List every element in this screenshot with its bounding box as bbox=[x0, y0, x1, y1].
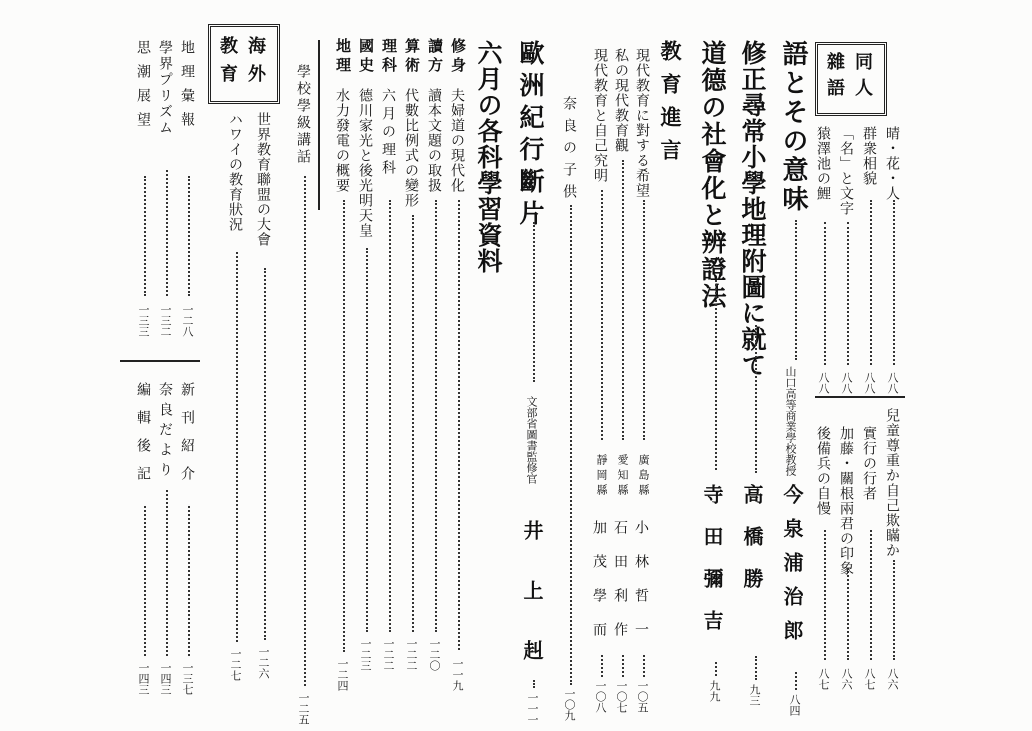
doujin-item-title[interactable]: 加藤・關根兩君の印象 bbox=[838, 426, 854, 576]
page-number: 一二六 bbox=[257, 646, 270, 679]
author-name: 寺田彌吉 bbox=[700, 484, 724, 652]
leader-dots bbox=[893, 200, 895, 365]
leader-dots bbox=[188, 176, 190, 296]
divider bbox=[120, 360, 200, 362]
kyouiku-item-title[interactable]: 私の現代教育觀 bbox=[613, 48, 629, 153]
article-title[interactable]: 語とその意味 bbox=[778, 40, 808, 214]
leader-dots bbox=[622, 160, 624, 440]
subject-item-title[interactable]: 夫婦道の現代化 bbox=[449, 88, 465, 193]
leader-dots bbox=[570, 205, 572, 685]
subject-label: 修身 bbox=[449, 38, 467, 76]
author-affiliation: 廣島縣 bbox=[637, 454, 650, 499]
author-affiliation: 愛知縣 bbox=[616, 454, 629, 499]
leader-dots bbox=[755, 656, 757, 680]
article-title[interactable]: 歐洲紀行斷片 bbox=[516, 40, 545, 232]
subject-label: 地理 bbox=[334, 38, 352, 76]
page-number: 一一一 bbox=[526, 692, 539, 725]
page-number: 一二二 bbox=[405, 638, 418, 671]
leader-dots bbox=[824, 222, 826, 365]
page-number: 一二二 bbox=[382, 638, 395, 671]
page-number: 一二四 bbox=[336, 658, 349, 691]
page-number: 八八 bbox=[863, 372, 876, 394]
kaigai-item-title[interactable]: 世界教育聯盟の大會 bbox=[255, 112, 271, 247]
page-number: 八七 bbox=[863, 668, 876, 690]
author-affiliation: 文部省圖書監修官 bbox=[525, 396, 538, 484]
misc-item-title[interactable]: 奈良だより bbox=[157, 382, 173, 482]
subject-label: 理科 bbox=[380, 38, 398, 76]
leader-dots bbox=[601, 655, 603, 677]
subject-label: 國史 bbox=[357, 38, 375, 76]
subject-item-title[interactable]: 代數比例式の變形 bbox=[403, 88, 419, 208]
doujin-item-title[interactable]: 後備兵の自慢 bbox=[815, 426, 831, 516]
doujin-item-title[interactable]: 猿澤池の鯉 bbox=[815, 126, 831, 201]
leader-dots bbox=[643, 655, 645, 677]
kyouiku-item-title[interactable]: 奈良の子供 bbox=[561, 96, 577, 206]
subject-item-title[interactable]: 讀本文題の取扱 bbox=[426, 88, 442, 193]
author-name: 石田利作 bbox=[612, 520, 628, 656]
leader-dots bbox=[166, 170, 168, 296]
page-number: 一二〇 bbox=[428, 638, 441, 671]
page-number: 八八 bbox=[817, 372, 830, 394]
page-number: 九九 bbox=[708, 680, 721, 702]
leader-dots bbox=[847, 222, 849, 365]
leader-dots bbox=[622, 655, 624, 677]
subject-label: 讀方 bbox=[426, 38, 444, 76]
page-number: 八八 bbox=[886, 372, 899, 394]
leader-dots bbox=[893, 560, 895, 660]
page-number: 一四三 bbox=[159, 662, 172, 695]
misc-item-title[interactable]: 新刊紹介 bbox=[179, 382, 195, 494]
leader-dots bbox=[870, 200, 872, 365]
author-affiliation: 靜岡縣 bbox=[595, 454, 608, 499]
page-number: 八六 bbox=[840, 668, 853, 690]
leader-dots bbox=[389, 200, 391, 632]
leader-dots bbox=[824, 530, 826, 660]
page-number: 一〇七 bbox=[615, 680, 628, 713]
kaigai-label-1: 海外 bbox=[245, 36, 266, 92]
article-title[interactable]: 修正尋常小學地理附圖に就て bbox=[738, 40, 767, 378]
divider bbox=[815, 396, 905, 398]
section-heading: 六月の各科學習資料 bbox=[474, 40, 503, 274]
author-name: 高橋勝 bbox=[740, 484, 764, 610]
author-affiliation: 山口高等商業學校教授 bbox=[784, 366, 797, 476]
misc-item-title[interactable]: 地理彙報 bbox=[179, 40, 195, 136]
leader-dots bbox=[795, 672, 797, 690]
author-name: 井上赳 bbox=[520, 520, 544, 700]
author-name: 加茂學而 bbox=[591, 520, 607, 656]
page-number: 八四 bbox=[788, 694, 801, 716]
page-number: 八六 bbox=[886, 668, 899, 690]
leader-dots bbox=[847, 568, 849, 660]
article-title[interactable]: 道德の社會化と辨證法 bbox=[698, 40, 727, 310]
page-number: 八八 bbox=[840, 372, 853, 394]
leader-dots bbox=[435, 200, 437, 632]
page-number: 一三三 bbox=[137, 304, 150, 337]
page-number: 一二三 bbox=[359, 638, 372, 671]
kyouiku-item-title[interactable]: 現代教育に對する希望 bbox=[634, 48, 650, 198]
misc-item-title[interactable]: 學界プリズム bbox=[157, 40, 173, 136]
kyouiku-item-title[interactable]: 現代教育と自己究明 bbox=[592, 48, 608, 183]
page-number: 一三七 bbox=[181, 662, 194, 695]
page-number: 一二五 bbox=[297, 692, 310, 725]
leader-dots bbox=[188, 506, 190, 656]
section-heading: 教育進言 bbox=[658, 40, 683, 172]
doujin-item-title[interactable]: 實行の行者 bbox=[861, 426, 877, 501]
leader-dots bbox=[715, 280, 717, 470]
page-number: 九三 bbox=[748, 684, 761, 706]
page-number: 一二七 bbox=[229, 648, 242, 681]
leader-dots bbox=[144, 176, 146, 296]
leader-dots bbox=[264, 268, 266, 640]
leader-dots bbox=[870, 530, 872, 660]
subject-label: 算術 bbox=[403, 38, 421, 76]
author-name: 小林哲一 bbox=[633, 520, 649, 656]
page-number: 一二八 bbox=[181, 304, 194, 337]
kaigai-label-2: 教育 bbox=[217, 36, 238, 92]
doujin-label-1: 同人 bbox=[852, 52, 873, 104]
leader-dots bbox=[795, 220, 797, 360]
page-number: 一〇五 bbox=[636, 680, 649, 713]
doujin-item-title[interactable]: 兒童尊重か自己欺瞞か bbox=[884, 408, 900, 558]
leader-dots bbox=[715, 662, 717, 676]
leader-dots bbox=[458, 200, 460, 650]
leader-dots bbox=[755, 325, 757, 473]
doujin-item-title[interactable]: 群衆相貌 bbox=[861, 126, 877, 186]
misc-item-title[interactable]: 思潮展望 bbox=[135, 40, 151, 136]
leader-dots bbox=[304, 176, 306, 686]
leader-dots bbox=[601, 190, 603, 440]
doujin-item-title[interactable]: 晴・花・人 bbox=[884, 126, 900, 201]
leader-dots bbox=[643, 200, 645, 440]
doujin-label-2: 雜語 bbox=[824, 52, 845, 104]
doujin-item-title[interactable]: 「名」と文字 bbox=[838, 126, 854, 216]
misc-item-title[interactable]: 編輯後記 bbox=[135, 382, 151, 494]
leader-dots bbox=[533, 680, 535, 688]
subject-item-title[interactable]: 德川家光と後光明天皇 bbox=[357, 88, 373, 238]
author-name: 今泉浦治郎 bbox=[780, 484, 804, 654]
divider bbox=[318, 40, 320, 210]
page-number: 一四三 bbox=[137, 662, 150, 695]
page-number: 一〇九 bbox=[563, 688, 576, 721]
subject-item-title[interactable]: 水力發電の概要 bbox=[334, 88, 350, 193]
leader-dots bbox=[236, 252, 238, 642]
leader-dots bbox=[366, 248, 368, 632]
subject-item-title[interactable]: 六月の理科 bbox=[380, 88, 396, 178]
leader-dots bbox=[412, 215, 414, 632]
leader-dots bbox=[166, 490, 168, 656]
page-number: 一〇八 bbox=[594, 680, 607, 713]
page-number: 八七 bbox=[817, 668, 830, 690]
leader-dots bbox=[343, 200, 345, 652]
kaigai-item-title[interactable]: ハワイの教育狀況 bbox=[227, 112, 243, 232]
leader-dots bbox=[144, 506, 146, 656]
page-number: 一三二 bbox=[159, 304, 172, 337]
page-number: 一一九 bbox=[451, 658, 464, 691]
article-title[interactable]: 學校學級講話 bbox=[295, 64, 311, 166]
leader-dots bbox=[533, 222, 535, 382]
